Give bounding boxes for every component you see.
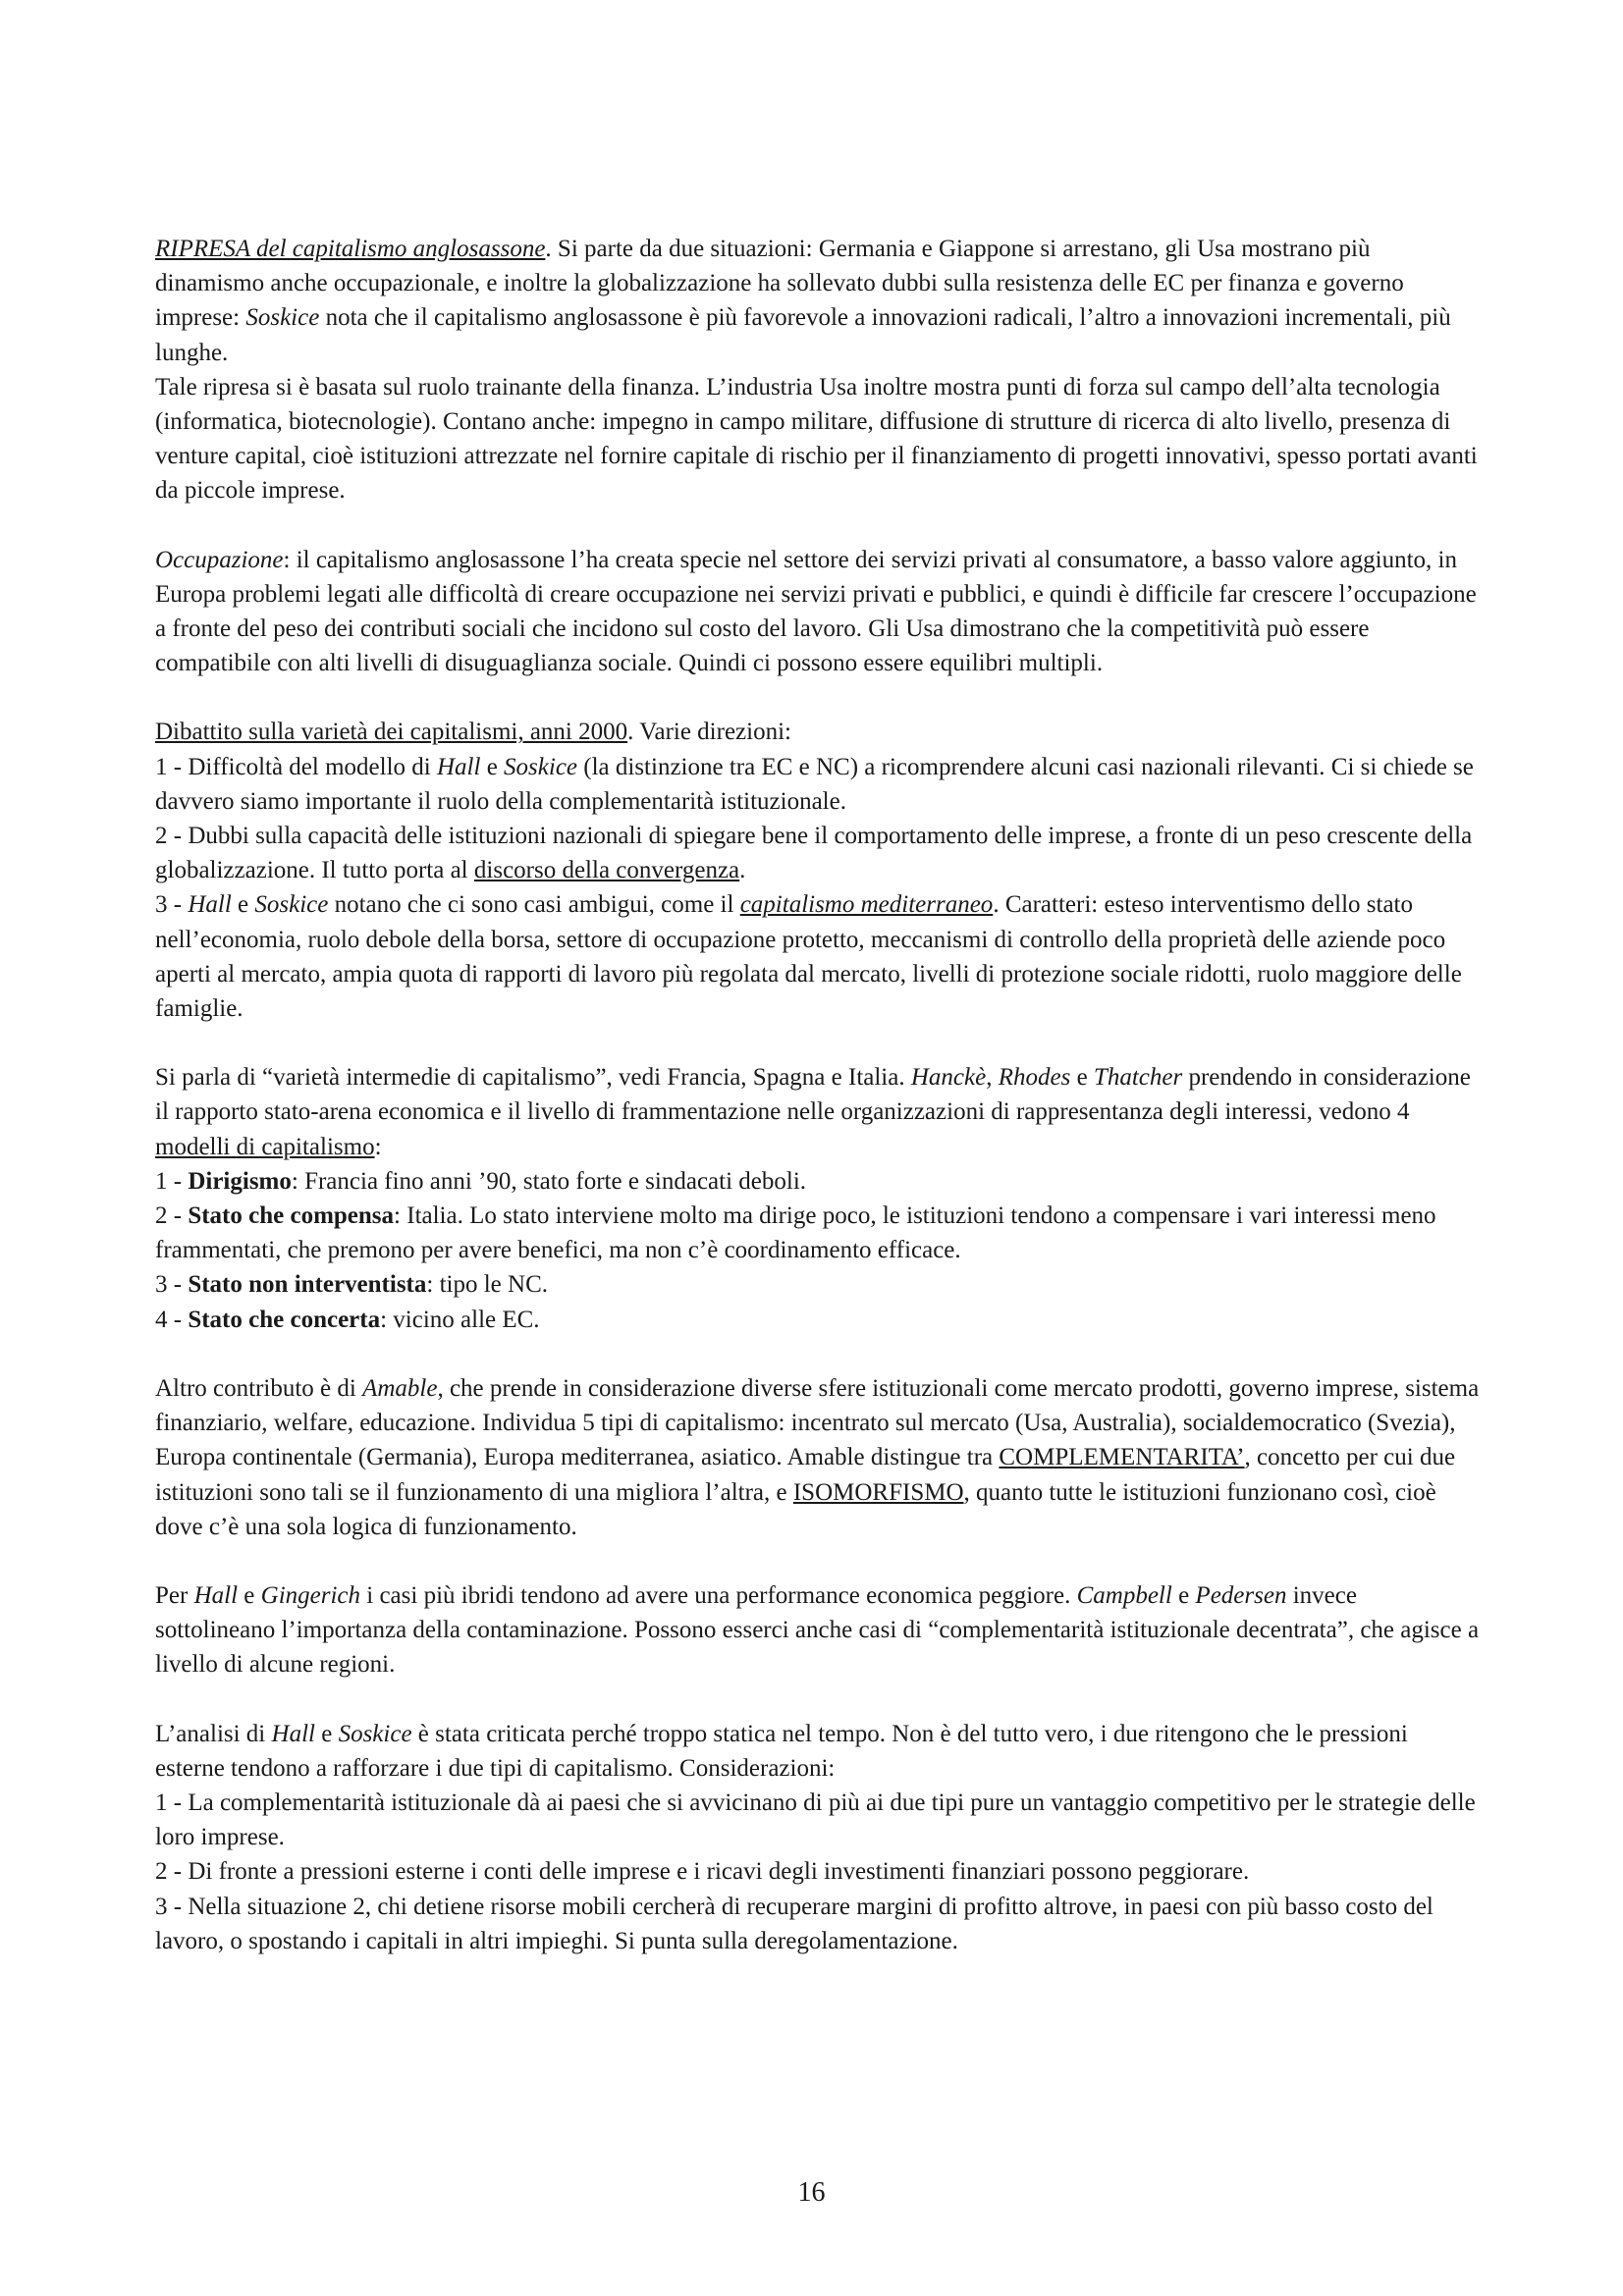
paragraph-ibridi: Per Hall e Gingerich i casi più ibridi tendono ad avere una performance economica peggiore. Campbell e Pedersen invece sottolineano l’importanza della contaminazione. Possono esserci anche casi di “complementarità istituzionale decentrata”, che agisce a livello di alcune regioni. bbox=[155, 1581, 1480, 1679]
list-item: 2 - Stato che compensa: Italia. Lo stato interviene molto ma dirige poco, le istituzioni tendono a compensare i vari interessi meno frammentati, che premono per avere benefici, ma non c’è coordinamento efficace. bbox=[155, 1202, 1436, 1264]
paragraph-finanza: Tale ripresa si è basata sul ruolo trainante della finanza. L’industria Usa inoltre mostra punti di forza sul campo dell’alta tecnologia (informatica, biotecnologie). Contano anche: impegno in campo militare, diffusione di strutture di ricerca di alto livello, presenza di venture capital, cioè istituzioni attrezzate nel fornire capitale di rischio per il finanziamento di progetti innovativi, spesso portati avanti da piccole imprese. bbox=[155, 373, 1478, 505]
document-body bbox=[155, 232, 1483, 1958]
paragraph-amable: Altro contributo è di Amable, che prende in considerazione diverse sfere istituzionali come mercato prodotti, governo imprese, sistema finanziario, welfare, educazione. Individua 5 tipi di capitalismo: incentrato sul mercato (Usa, Australia), socialdemocratico (Svezia), Europa continentale (Germania), Europa mediterranea, asiatico. Amable distingue tra COMPLEMENTARITA’, concetto per cui due istituzioni sono tali se il funzionamento di una migliora l’altra, e ISOMORFISMO, quanto tutte le istituzioni funzionano così, cioè dove c’è una sola logica di funzionamento. bbox=[155, 1374, 1480, 1540]
paragraph-varieta-intermedie: Si parla di “varietà intermedie di capitalismo”, vedi Francia, Spagna e Italia. Hanckè, Rhodes e Thatcher prendendo in considerazione il rapporto stato-arena economica e il livello di frammentazione nelle organizzazioni di rappresentanza degli interessi, vedono 4 modelli di capitalismo: bbox=[155, 1064, 1471, 1160]
page-number: 16 bbox=[797, 2177, 826, 2208]
list-item: 3 - Stato non interventista: tipo le NC. bbox=[155, 1271, 548, 1299]
paragraph-ripresa: RIPRESA del capitalismo anglosassone. Si parte da due situazioni: Germania e Giappone si arrestano, gli Usa mostrano più dinamismo anche occupazionale, e inoltre la globalizzazione ha sollevato dubbi sulla resistenza delle EC per finanza e governo imprese: Soskice nota che il capitalismo anglosassone è più favorevole a innovazioni radicali, l’altro a innovazioni incrementali, più lunghe. bbox=[155, 236, 1451, 366]
section-heading-ripresa: RIPRESA del capitalismo anglosassone bbox=[155, 236, 546, 262]
list-item: 1 - La complementarità istituzionale dà ai paesi che si avvicinano di più ai due tipi pure un vantaggio competitivo per le strategie delle loro imprese. bbox=[155, 1789, 1476, 1851]
list-item: 1 - Dirigismo: Francia fino anni ’90, stato forte e sindacati deboli. bbox=[155, 1167, 807, 1195]
term-occupazione: Occupazione bbox=[155, 546, 284, 573]
list-item: 3 - Hall e Soskice notano che ci sono casi ambigui, come il capitalismo mediterraneo. Caratteri: esteso interventismo dello stato nell’economia, ruolo debole della borsa, settore di occupazione protetto, meccanismi di controllo della proprietà delle aziende poco aperti al mercato, ampia quota di rapporti di lavoro più regolata dal mercato, livelli di protezione sociale ridotti, ruolo maggiore delle famiglie. bbox=[155, 891, 1462, 1023]
paragraph-analisi: L’analisi di Hall e Soskice è stata criticata perché troppo statica nel tempo. Non è del tutto vero, i due ritengono che le pressioni esterne tendono a rafforzare i due tipi di capitalismo. Considerazioni: bbox=[155, 1720, 1408, 1782]
paragraph-occupazione: Occupazione: il capitalismo anglosassone l’ha creata specie nel settore dei servizi privati al consumatore, a basso valore aggiunto, in Europa problemi legati alle difficoltà di creare occupazione nei servizi privati e pubblici, e quindi è difficile far crescere l’occupazione a fronte del peso dei contributi sociali che incidono sul costo del lavoro. Gli Usa dimostrano che la competitività può essere compatibile con alti livelli di disuguaglianza sociale. Quindi ci possono essere equilibri multipli. bbox=[155, 546, 1477, 677]
paragraph-dibattito: Dibattito sulla varietà dei capitalismi, anni 2000. Varie direzioni: bbox=[155, 719, 791, 746]
list-item: 2 - Dubbi sulla capacità delle istituzioni nazionali di spiegare bene il comportamento delle imprese, a fronte di un peso crescente della globalizzazione. Il tutto porta al discorso della convergenza. bbox=[155, 823, 1473, 884]
list-item: 3 - Nella situazione 2, chi detiene risorse mobili cercherà di recuperare margini di profitto altrove, in paesi con più basso costo del lavoro, o spostando i capitali in altri impieghi. Si punta sulla deregolamentazione. bbox=[155, 1893, 1434, 1954]
list-item: 1 - Difficoltà del modello di Hall e Soskice (la distinzione tra EC e NC) a ricomprendere alcuni casi nazionali rilevanti. Ci si chiede se davvero siamo importante il ruolo della complementarità istituzionale. bbox=[155, 753, 1474, 815]
section-heading-dibattito: Dibattito sulla varietà dei capitalismi, anni 2000 bbox=[155, 719, 628, 746]
list-item: 2 - Di fronte a pressioni esterne i conti delle imprese e i ricavi degli investimenti finanziari possono peggiorare. bbox=[155, 1858, 1250, 1886]
list-item: 4 - Stato che concerta: vicino alle EC. bbox=[155, 1306, 540, 1333]
